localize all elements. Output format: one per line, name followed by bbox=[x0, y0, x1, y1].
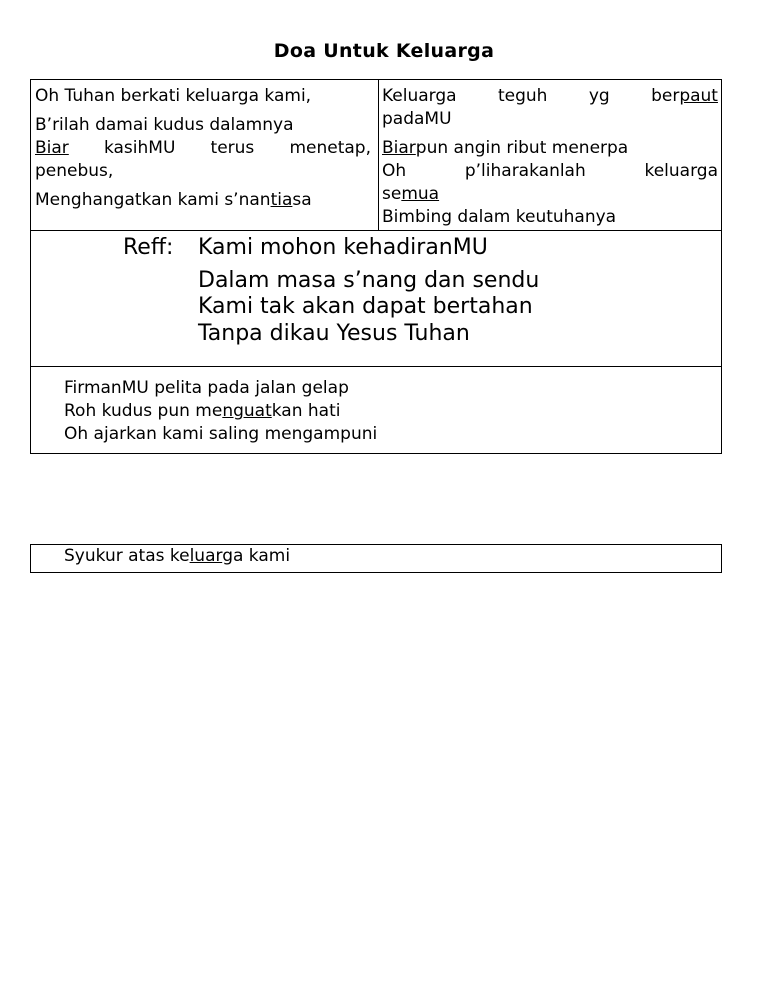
verse3-line1: FirmanMU pelita pada jalan gelap bbox=[64, 378, 349, 398]
verse3-underlined-text: nguat bbox=[222, 401, 272, 421]
verse2-line3 bbox=[382, 138, 628, 158]
verse3-text: kan hati bbox=[271, 401, 341, 421]
column-divider bbox=[378, 80, 379, 231]
verse2-word: yg bbox=[588, 86, 610, 106]
verse2-line6: Bimbing dalam keutuhanya bbox=[382, 207, 617, 227]
verse1-text: Menghangatkan kami s’nan bbox=[35, 190, 271, 210]
verse2-word: keluarga bbox=[644, 161, 718, 181]
verse2-underlined-text: mua bbox=[401, 184, 440, 204]
verse1-underlined-text: tia bbox=[270, 190, 293, 210]
verse1-word: Biar bbox=[35, 138, 69, 158]
verse2-underlined-text: Biar bbox=[382, 138, 416, 158]
verse2-word: Oh bbox=[382, 161, 407, 181]
document-title: Doa Untuk Keluarga bbox=[273, 40, 495, 62]
verse1-word: terus bbox=[210, 138, 255, 158]
verse1-text: sa bbox=[292, 190, 312, 210]
reff-line: Tanpa dikau Yesus Tuhan bbox=[198, 321, 470, 346]
verse1-line5 bbox=[35, 190, 312, 210]
closing-text: Syukur atas ke bbox=[64, 546, 190, 566]
verse2-word bbox=[651, 86, 718, 106]
verse1-line1: Oh Tuhan berkati keluarga kami, bbox=[35, 86, 312, 106]
verse1-line4: penebus, bbox=[35, 161, 114, 181]
verse2-line4 bbox=[382, 161, 718, 181]
verse2-word: p’liharakanlah bbox=[464, 161, 586, 181]
verse1-word: menetap, bbox=[289, 138, 371, 158]
verse2-text: pun angin ribut menerpa bbox=[415, 138, 629, 158]
verse2-text: se bbox=[382, 184, 402, 204]
row-divider-2 bbox=[31, 366, 721, 367]
verse2-underlined-text: paut bbox=[679, 86, 718, 106]
closing-box bbox=[30, 544, 722, 573]
verse1-word: kasihMU bbox=[103, 138, 176, 158]
verse2-word: teguh bbox=[497, 86, 548, 106]
verse1-line3 bbox=[35, 138, 371, 158]
verse2-word: Keluarga bbox=[382, 86, 457, 106]
verse1-line2: B’rilah damai kudus dalamnya bbox=[35, 115, 294, 135]
verse2-text: ber bbox=[651, 86, 680, 106]
reff-line: Dalam masa s’nang dan sendu bbox=[198, 268, 540, 293]
verse2-line5 bbox=[382, 184, 439, 204]
verse3-line3: Oh ajarkan kami saling mengampuni bbox=[64, 424, 378, 444]
verse2-line2: padaMU bbox=[382, 109, 452, 129]
closing-line bbox=[64, 546, 290, 566]
verse3-line2 bbox=[64, 401, 340, 421]
verse2-line1 bbox=[382, 86, 718, 106]
reff-line: Kami tak akan dapat bertahan bbox=[198, 294, 533, 319]
lyrics-table bbox=[30, 79, 722, 454]
row-divider-1 bbox=[31, 230, 721, 231]
verse3-text: Roh kudus pun me bbox=[64, 401, 223, 421]
closing-underlined-text: luar bbox=[189, 546, 223, 566]
reff-label: Reff: bbox=[123, 235, 174, 260]
closing-text: ga kami bbox=[222, 546, 291, 566]
reff-line: Kami mohon kehadiranMU bbox=[198, 235, 488, 260]
